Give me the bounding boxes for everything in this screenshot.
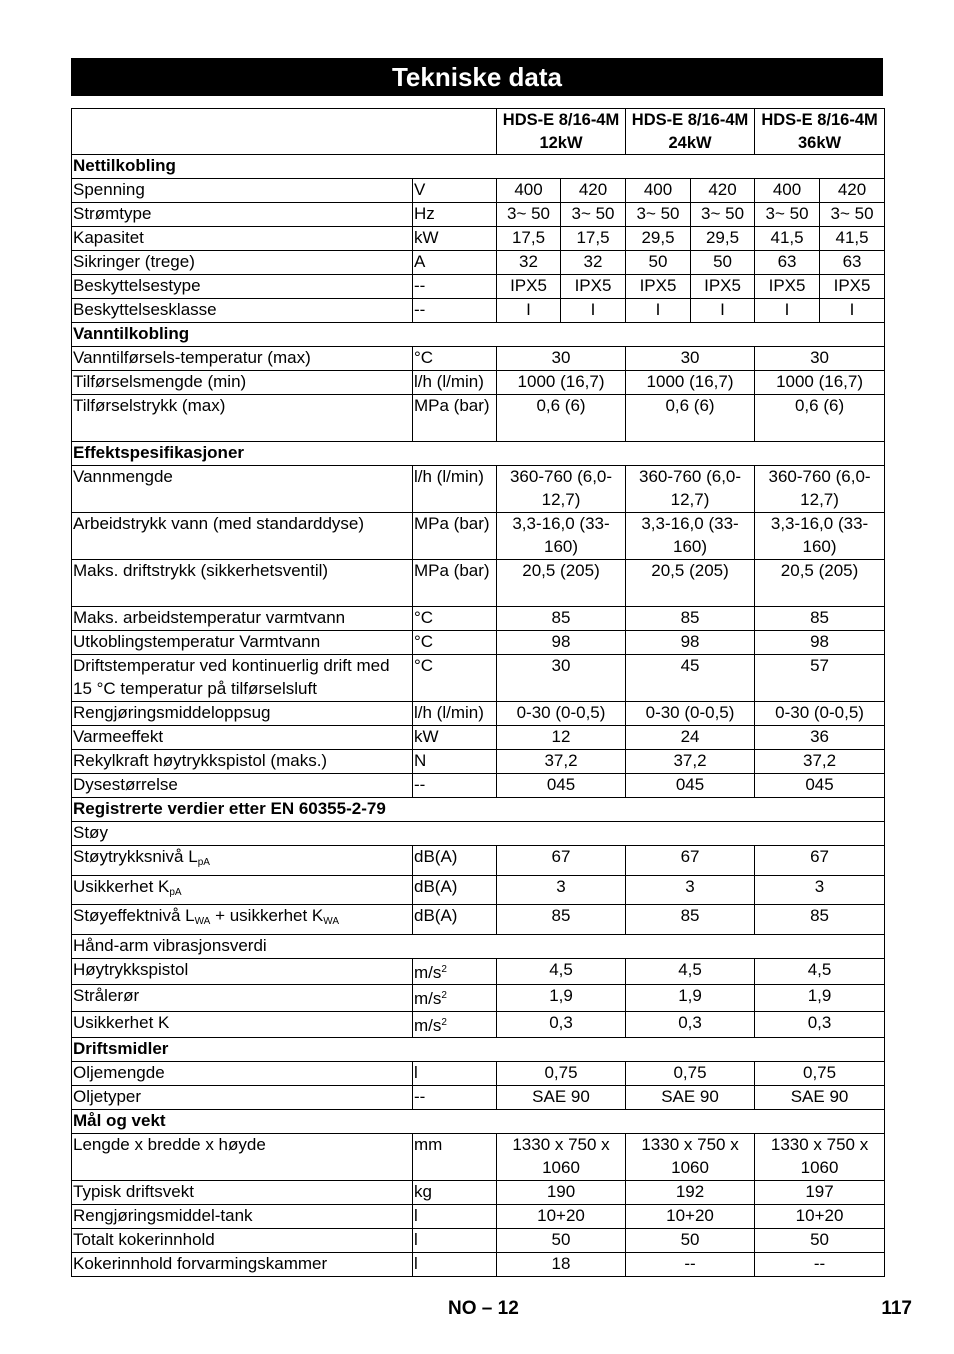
value-cell: 29,5 bbox=[691, 227, 755, 251]
value-cell: 1330 x 750 x 1060 bbox=[755, 1134, 885, 1181]
row-label bbox=[72, 846, 413, 876]
value-cell: I bbox=[755, 299, 820, 323]
table-row bbox=[72, 1134, 885, 1181]
row-label: Oljetyper bbox=[72, 1086, 413, 1110]
value-cell: 24 bbox=[626, 726, 755, 750]
value-cell: 0-30 (0-0,5) bbox=[626, 702, 755, 726]
row-unit: °C bbox=[413, 631, 497, 655]
row-label: Oljemengde bbox=[72, 1062, 413, 1086]
value-cell: 50 bbox=[497, 1229, 626, 1253]
table-row bbox=[72, 179, 885, 203]
table-row bbox=[72, 1062, 885, 1086]
value-cell: IPX5 bbox=[561, 275, 626, 299]
label-subscript: pA bbox=[197, 857, 210, 868]
row-unit bbox=[413, 985, 497, 1012]
value-cell: I bbox=[561, 299, 626, 323]
value-cell: 1000 (16,7) bbox=[626, 371, 755, 395]
value-cell: 41,5 bbox=[820, 227, 885, 251]
value-cell: -- bbox=[626, 1253, 755, 1277]
value-cell: -- bbox=[755, 1253, 885, 1277]
value-cell: 3~ 50 bbox=[561, 203, 626, 227]
value-cell: 1,9 bbox=[755, 985, 885, 1012]
label-text: + usikkerhet K bbox=[210, 906, 324, 925]
row-label: Strømtype bbox=[72, 203, 413, 227]
table-row bbox=[72, 702, 885, 726]
value-cell: 37,2 bbox=[626, 750, 755, 774]
section-page-number: NO – 12 bbox=[448, 1298, 519, 1319]
row-label bbox=[72, 875, 413, 905]
row-unit: l bbox=[413, 1253, 497, 1277]
value-cell: 30 bbox=[755, 347, 885, 371]
value-cell: 98 bbox=[626, 631, 755, 655]
row-unit: Hz bbox=[413, 203, 497, 227]
row-label: Sikringer (trege) bbox=[72, 251, 413, 275]
section-row bbox=[72, 442, 885, 466]
row-unit: °C bbox=[413, 655, 497, 702]
model-header: HDS-E 8/16-4M 24kW bbox=[626, 109, 755, 155]
value-cell: 67 bbox=[626, 846, 755, 876]
row-label: Typisk driftsvekt bbox=[72, 1181, 413, 1205]
value-cell: 85 bbox=[755, 607, 885, 631]
row-label: Tilførselsmengde (min) bbox=[72, 371, 413, 395]
value-cell: 045 bbox=[755, 774, 885, 798]
value-cell: 0,6 (6) bbox=[497, 395, 626, 442]
row-unit: kW bbox=[413, 227, 497, 251]
row-label: Beskyttelsestype bbox=[72, 275, 413, 299]
row-label: Lengde x bredde x høyde bbox=[72, 1134, 413, 1181]
unit-text: m/s bbox=[414, 1015, 442, 1035]
section-row bbox=[72, 1038, 885, 1062]
value-cell: 1330 x 750 x 1060 bbox=[626, 1134, 755, 1181]
value-cell: 30 bbox=[497, 347, 626, 371]
row-unit: l bbox=[413, 1205, 497, 1229]
row-unit: °C bbox=[413, 607, 497, 631]
label-subscript: WA bbox=[323, 916, 340, 927]
value-cell: 20,5 (205) bbox=[497, 560, 626, 607]
value-cell: 3~ 50 bbox=[820, 203, 885, 227]
value-cell: 50 bbox=[755, 1229, 885, 1253]
row-unit: dB(A) bbox=[413, 905, 497, 935]
value-cell: 32 bbox=[561, 251, 626, 275]
table-row bbox=[72, 875, 885, 905]
row-unit: MPa (bar) bbox=[413, 560, 497, 607]
value-cell: 3,3-16,0 (33-160) bbox=[755, 513, 885, 560]
value-cell: 1,9 bbox=[626, 985, 755, 1012]
value-cell: 1330 x 750 x 1060 bbox=[497, 1134, 626, 1181]
value-cell: 50 bbox=[626, 251, 691, 275]
value-cell: I bbox=[820, 299, 885, 323]
value-cell: 3 bbox=[755, 875, 885, 905]
row-unit bbox=[413, 958, 497, 985]
page-title: Tekniske data bbox=[71, 58, 883, 96]
section-heading: Nettilkobling bbox=[72, 155, 885, 179]
value-cell: 37,2 bbox=[497, 750, 626, 774]
page-number: 117 bbox=[881, 1298, 912, 1319]
section-row bbox=[72, 323, 885, 347]
row-unit: -- bbox=[413, 275, 497, 299]
value-cell: 3 bbox=[497, 875, 626, 905]
value-cell: 0,6 (6) bbox=[755, 395, 885, 442]
row-unit: A bbox=[413, 251, 497, 275]
table-row bbox=[72, 371, 885, 395]
value-cell: 3,3-16,0 (33-160) bbox=[626, 513, 755, 560]
row-unit: l/h (l/min) bbox=[413, 371, 497, 395]
value-cell: 4,5 bbox=[626, 958, 755, 985]
table-row bbox=[72, 1181, 885, 1205]
label-text: Støytrykksnivå L bbox=[73, 847, 198, 866]
value-cell: 0,6 (6) bbox=[626, 395, 755, 442]
value-cell: 50 bbox=[626, 1229, 755, 1253]
row-label: Totalt kokerinnhold bbox=[72, 1229, 413, 1253]
row-label bbox=[72, 905, 413, 935]
table-row bbox=[72, 985, 885, 1012]
row-unit: l bbox=[413, 1229, 497, 1253]
section-row bbox=[72, 155, 885, 179]
row-label: Varmeeffekt bbox=[72, 726, 413, 750]
value-cell: 10+20 bbox=[755, 1205, 885, 1229]
table-row bbox=[72, 466, 885, 513]
value-cell: 400 bbox=[497, 179, 561, 203]
table-row bbox=[72, 560, 885, 607]
value-cell: 400 bbox=[626, 179, 691, 203]
row-unit: l bbox=[413, 1062, 497, 1086]
table-row bbox=[72, 227, 885, 251]
row-label: Kokerinnhold forvarmingskammer bbox=[72, 1253, 413, 1277]
table-row bbox=[72, 905, 885, 935]
value-cell: 420 bbox=[691, 179, 755, 203]
value-cell: 10+20 bbox=[626, 1205, 755, 1229]
value-cell: 0,75 bbox=[497, 1062, 626, 1086]
row-unit: dB(A) bbox=[413, 846, 497, 876]
row-label: Maks. arbeidstemperatur varmtvann bbox=[72, 607, 413, 631]
row-label: Driftstemperatur ved kontinuerlig drift med 15 °C temperatur på tilførselsluft bbox=[72, 655, 413, 702]
model-header: HDS-E 8/16-4M 36kW bbox=[755, 109, 885, 155]
model-header-row bbox=[72, 109, 885, 155]
value-cell: 3 bbox=[626, 875, 755, 905]
row-label: Spenning bbox=[72, 179, 413, 203]
value-cell: 85 bbox=[497, 607, 626, 631]
value-cell: 360-760 (6,0-12,7) bbox=[626, 466, 755, 513]
row-unit: kg bbox=[413, 1181, 497, 1205]
value-cell: 4,5 bbox=[755, 958, 885, 985]
value-cell: 420 bbox=[820, 179, 885, 203]
value-cell: 36 bbox=[755, 726, 885, 750]
value-cell: 32 bbox=[497, 251, 561, 275]
value-cell: 0,75 bbox=[755, 1062, 885, 1086]
value-cell: 20,5 (205) bbox=[755, 560, 885, 607]
model-header: HDS-E 8/16-4M 12kW bbox=[497, 109, 626, 155]
table-row bbox=[72, 958, 885, 985]
row-unit: N bbox=[413, 750, 497, 774]
subheading-row bbox=[72, 822, 885, 846]
value-cell: 50 bbox=[691, 251, 755, 275]
row-label: Arbeidstrykk vann (med standarddyse) bbox=[72, 513, 413, 560]
technical-data-table bbox=[71, 108, 885, 1277]
row-label: Beskyttelsesklasse bbox=[72, 299, 413, 323]
value-cell: 85 bbox=[626, 905, 755, 935]
table-row bbox=[72, 631, 885, 655]
row-unit: -- bbox=[413, 1086, 497, 1110]
value-cell: I bbox=[497, 299, 561, 323]
value-cell: 57 bbox=[755, 655, 885, 702]
value-cell: 10+20 bbox=[497, 1205, 626, 1229]
value-cell: IPX5 bbox=[755, 275, 820, 299]
table-row bbox=[72, 1086, 885, 1110]
section-row bbox=[72, 1110, 885, 1134]
row-unit: MPa (bar) bbox=[413, 513, 497, 560]
value-cell: 17,5 bbox=[497, 227, 561, 251]
value-cell: 63 bbox=[820, 251, 885, 275]
value-cell: 3~ 50 bbox=[626, 203, 691, 227]
row-label: Usikkerhet K bbox=[72, 1011, 413, 1038]
table-row bbox=[72, 1011, 885, 1038]
table-body bbox=[72, 109, 885, 1277]
value-cell: SAE 90 bbox=[497, 1086, 626, 1110]
unit-superscript: 2 bbox=[441, 990, 447, 1001]
row-label: Dysestørrelse bbox=[72, 774, 413, 798]
row-label: Maks. driftstrykk (sikkerhetsventil) bbox=[72, 560, 413, 607]
label-subscript: pA bbox=[169, 886, 182, 898]
row-unit: -- bbox=[413, 774, 497, 798]
value-cell: 045 bbox=[497, 774, 626, 798]
value-cell: 192 bbox=[626, 1181, 755, 1205]
value-cell: 17,5 bbox=[561, 227, 626, 251]
value-cell: 20,5 (205) bbox=[626, 560, 755, 607]
row-unit bbox=[413, 1011, 497, 1038]
value-cell: 1,9 bbox=[497, 985, 626, 1012]
value-cell: IPX5 bbox=[626, 275, 691, 299]
row-label: Rengjøringsmiddeloppsug bbox=[72, 702, 413, 726]
table-row bbox=[72, 203, 885, 227]
row-label: Tilførselstrykk (max) bbox=[72, 395, 413, 442]
row-unit: dB(A) bbox=[413, 875, 497, 905]
value-cell: 45 bbox=[626, 655, 755, 702]
table-row bbox=[72, 846, 885, 876]
value-cell: 29,5 bbox=[626, 227, 691, 251]
table-row bbox=[72, 299, 885, 323]
row-unit: mm bbox=[413, 1134, 497, 1181]
section-heading: Registrerte verdier etter EN 60355-2-79 bbox=[72, 798, 885, 822]
row-label: Strålerør bbox=[72, 985, 413, 1012]
table-row bbox=[72, 251, 885, 275]
value-cell: 360-760 (6,0-12,7) bbox=[497, 466, 626, 513]
value-cell: 85 bbox=[755, 905, 885, 935]
value-cell: 190 bbox=[497, 1181, 626, 1205]
value-cell: 18 bbox=[497, 1253, 626, 1277]
table-row bbox=[72, 774, 885, 798]
table-row bbox=[72, 607, 885, 631]
value-cell: 0,75 bbox=[626, 1062, 755, 1086]
row-label: Utkoblingstemperatur Varmtvann bbox=[72, 631, 413, 655]
row-label: Høytrykkspistol bbox=[72, 958, 413, 985]
value-cell: IPX5 bbox=[497, 275, 561, 299]
value-cell: 197 bbox=[755, 1181, 885, 1205]
value-cell: 41,5 bbox=[755, 227, 820, 251]
value-cell: 3~ 50 bbox=[755, 203, 820, 227]
value-cell: 4,5 bbox=[497, 958, 626, 985]
table-row bbox=[72, 1205, 885, 1229]
row-unit: V bbox=[413, 179, 497, 203]
value-cell: 67 bbox=[497, 846, 626, 876]
value-cell: 12 bbox=[497, 726, 626, 750]
label-subscript: WA bbox=[194, 916, 211, 927]
unit-superscript: 2 bbox=[441, 1016, 447, 1028]
unit-text: m/s bbox=[414, 989, 442, 1008]
table-row bbox=[72, 347, 885, 371]
value-cell: 0,3 bbox=[755, 1011, 885, 1038]
value-cell: 400 bbox=[755, 179, 820, 203]
section-heading: Driftsmidler bbox=[72, 1038, 885, 1062]
value-cell: 1000 (16,7) bbox=[755, 371, 885, 395]
value-cell: 98 bbox=[755, 631, 885, 655]
section-heading: Effektspesifikasjoner bbox=[72, 442, 885, 466]
section-row bbox=[72, 798, 885, 822]
label-text: Usikkerhet K bbox=[73, 876, 170, 896]
value-cell: 85 bbox=[626, 607, 755, 631]
value-cell: 98 bbox=[497, 631, 626, 655]
row-unit: -- bbox=[413, 299, 497, 323]
value-cell: 30 bbox=[626, 347, 755, 371]
table-row bbox=[72, 1253, 885, 1277]
value-cell: 3,3-16,0 (33-160) bbox=[497, 513, 626, 560]
row-unit: kW bbox=[413, 726, 497, 750]
value-cell: I bbox=[691, 299, 755, 323]
subheading-row bbox=[72, 934, 885, 958]
row-unit: l/h (l/min) bbox=[413, 702, 497, 726]
table-row bbox=[72, 395, 885, 442]
table-row bbox=[72, 655, 885, 702]
table-row bbox=[72, 275, 885, 299]
table-row bbox=[72, 726, 885, 750]
row-unit: l/h (l/min) bbox=[413, 466, 497, 513]
value-cell: 0-30 (0-0,5) bbox=[755, 702, 885, 726]
header-blank-cell bbox=[72, 109, 497, 155]
row-label: Kapasitet bbox=[72, 227, 413, 251]
value-cell: 360-760 (6,0-12,7) bbox=[755, 466, 885, 513]
row-unit: MPa (bar) bbox=[413, 395, 497, 442]
row-unit: °C bbox=[413, 347, 497, 371]
row-label: Rekylkraft høytrykkspistol (maks.) bbox=[72, 750, 413, 774]
unit-text: m/s bbox=[414, 962, 442, 982]
value-cell: 63 bbox=[755, 251, 820, 275]
value-cell: 1000 (16,7) bbox=[497, 371, 626, 395]
value-cell: 045 bbox=[626, 774, 755, 798]
value-cell: SAE 90 bbox=[755, 1086, 885, 1110]
section-heading: Vanntilkobling bbox=[72, 323, 885, 347]
value-cell: 0-30 (0-0,5) bbox=[497, 702, 626, 726]
unit-superscript: 2 bbox=[441, 963, 447, 975]
value-cell: 85 bbox=[497, 905, 626, 935]
value-cell: 3~ 50 bbox=[497, 203, 561, 227]
value-cell: SAE 90 bbox=[626, 1086, 755, 1110]
table-row bbox=[72, 750, 885, 774]
value-cell: 420 bbox=[561, 179, 626, 203]
row-label: Vannmengde bbox=[72, 466, 413, 513]
table-row bbox=[72, 1229, 885, 1253]
value-cell: IPX5 bbox=[820, 275, 885, 299]
value-cell: 3~ 50 bbox=[691, 203, 755, 227]
table-row bbox=[72, 513, 885, 560]
value-cell: 67 bbox=[755, 846, 885, 876]
value-cell: 0,3 bbox=[497, 1011, 626, 1038]
row-label: Vanntilførsels-temperatur (max) bbox=[72, 347, 413, 371]
row-label: Rengjøringsmiddel-tank bbox=[72, 1205, 413, 1229]
value-cell: 0,3 bbox=[626, 1011, 755, 1038]
value-cell: IPX5 bbox=[691, 275, 755, 299]
value-cell: I bbox=[626, 299, 691, 323]
section-heading: Mål og vekt bbox=[72, 1110, 885, 1134]
label-text: Støyeffektnivå L bbox=[73, 906, 195, 925]
vibration-heading: Hånd-arm vibrasjonsverdi bbox=[72, 934, 885, 958]
noise-heading: Støy bbox=[72, 822, 885, 846]
value-cell: 37,2 bbox=[755, 750, 885, 774]
value-cell: 30 bbox=[497, 655, 626, 702]
